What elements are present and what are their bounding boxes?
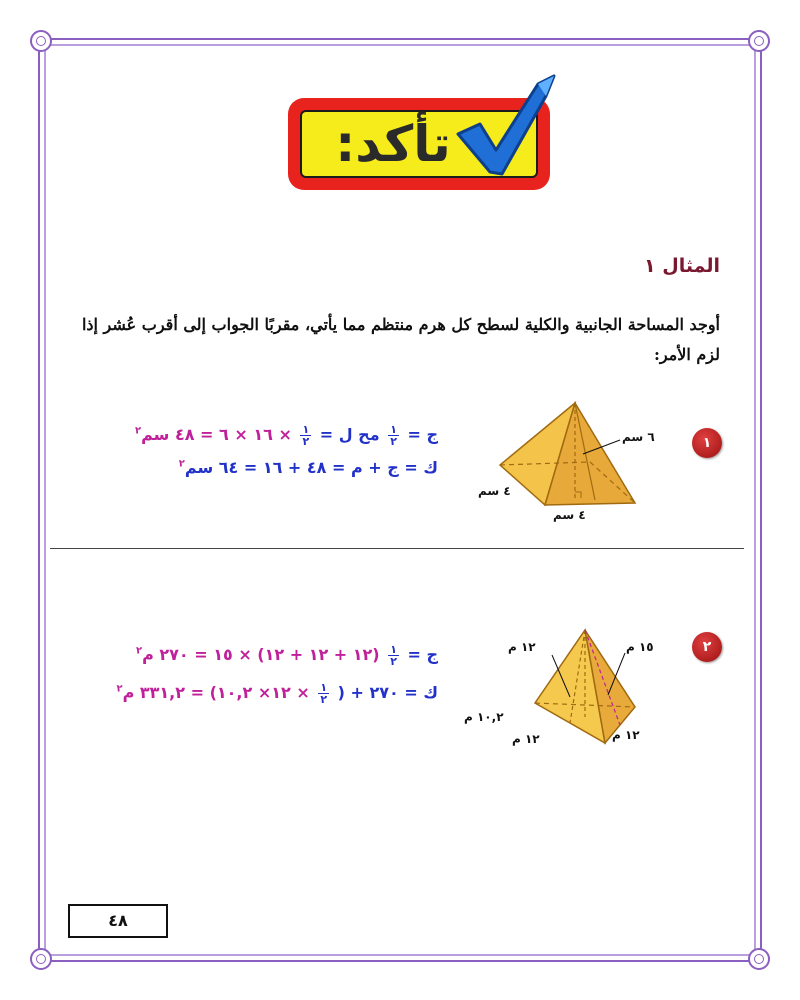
section-divider bbox=[50, 548, 744, 549]
corner-ornament bbox=[748, 948, 770, 970]
problem2-equation-total: ك = ٢٧٠ + ( $\frac{١}{٢}$ × ١٢× ١٠,٢) = ٣٣١,٢ م$^٢$ bbox=[116, 681, 438, 706]
example-heading: المثال ١ bbox=[644, 255, 720, 277]
pyramid-base-label: ١٢ م bbox=[612, 728, 640, 742]
pyramid-slant-label: ٦ سم bbox=[622, 430, 655, 444]
problem2-equation-lateral: ج = $\frac{١}{٢}$ (١٢ + ١٢ + ١٢) × ١٥ = ٢٧٠ م$^٢$ bbox=[135, 643, 438, 668]
pyramid-side-label: ٤ سم bbox=[478, 484, 511, 498]
page-number: ٤٨ bbox=[68, 904, 168, 938]
fraction-half: $\frac{١}{٢}$ bbox=[320, 681, 328, 706]
instructions-text: أوجد المساحة الجانبية والكلية لسطح كل هرم منتظم مما يأتي، مقربًا الجواب إلى أقرب عُشر إذا لزم الأمر: bbox=[81, 315, 720, 364]
pyramid-height-label: ١٠,٢ م bbox=[464, 710, 504, 724]
problem-number-badge: ٢ bbox=[692, 632, 722, 662]
problem-number-badge: ١ bbox=[692, 428, 722, 458]
pyramid-base-label: ١٢ م bbox=[512, 732, 540, 746]
corner-ornament bbox=[30, 948, 52, 970]
pyramid-edge-label: ١٢ م bbox=[508, 640, 536, 654]
fraction-half: $\frac{١}{٢}$ bbox=[302, 423, 310, 448]
banner-title: تأكد: bbox=[335, 115, 451, 173]
square-pyramid-figure bbox=[495, 400, 645, 515]
fraction-half: $\frac{١}{٢}$ bbox=[390, 423, 397, 448]
checkmark-icon bbox=[450, 72, 560, 182]
problem1-equation-total: ك = ج + م = ٤٨ + ١٦ = ٦٤ سم$^٢$ bbox=[178, 458, 438, 477]
fraction-half: $\frac{١}{٢}$ bbox=[390, 643, 397, 668]
pyramid-slant-label: ١٥ م bbox=[626, 640, 654, 654]
corner-ornament bbox=[30, 30, 52, 52]
problem1-equation-lateral: ج = $\frac{١}{٢}$ مح ل = $\frac{١}{٢}$ × ١٦ × ٦ = ٤٨ سم$^٢$ bbox=[134, 423, 438, 448]
pyramid-base-label: ٤ سم bbox=[553, 508, 586, 522]
corner-ornament bbox=[748, 30, 770, 52]
